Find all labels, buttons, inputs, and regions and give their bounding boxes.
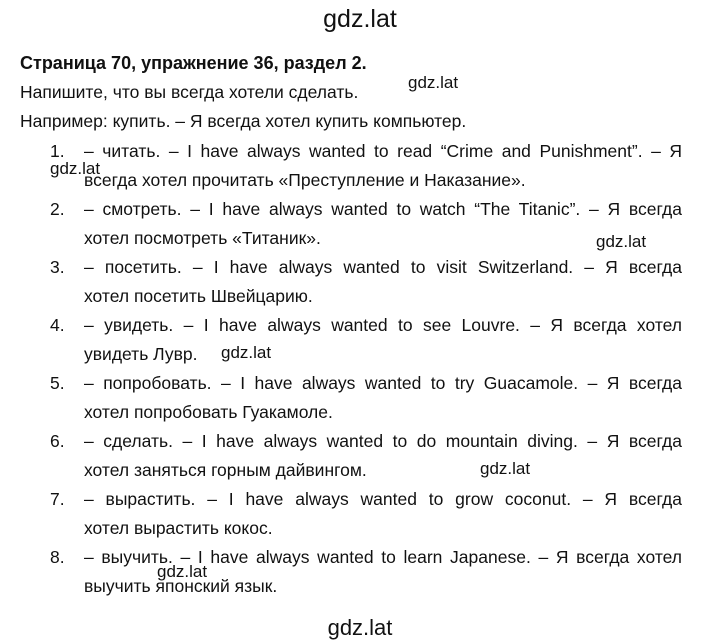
answer-item-4 bbox=[20, 311, 682, 369]
item-line-1: – сделать. – I have always wanted to do mountain diving. – Я всегда bbox=[84, 431, 682, 451]
instruction-text: Напишите, что вы всегда хотели сделать. bbox=[20, 82, 359, 102]
item-number: 2. bbox=[50, 199, 65, 219]
item-number: 7. bbox=[50, 489, 65, 509]
example-text: Например: купить. – Я всегда хотел купить компьютер. bbox=[20, 111, 467, 131]
item-line-1: – читать. – I have always wanted to read “Crime and Punishment”. – Я bbox=[84, 141, 682, 161]
watermark-label: gdz.lat bbox=[408, 73, 459, 92]
item-line-1: – попробовать. – I have always wanted to try Guacamole. – Я всегда bbox=[84, 373, 682, 393]
answer-item-1 bbox=[20, 137, 682, 195]
watermark-label: gdz.lat bbox=[596, 232, 647, 251]
exercise-heading: Страница 70, упражнение 36, раздел 2. bbox=[20, 53, 367, 73]
answer-item-7 bbox=[20, 485, 682, 543]
watermark-label: gdz.lat bbox=[50, 159, 101, 178]
answer-item-8 bbox=[20, 543, 682, 601]
item-line-1: – увидеть. – I have always wanted to see Louvre. – Я всегда хотел bbox=[84, 315, 682, 335]
item-line-1: – выучить. – I have always wanted to learn Japanese. – Я всегда хотел bbox=[84, 547, 682, 567]
watermark-label: gdz.lat bbox=[480, 459, 531, 478]
item-line-2: хотел посетить Швейцарию. bbox=[84, 286, 313, 306]
watermark-label: gdz.lat bbox=[221, 343, 272, 362]
item-number: 5. bbox=[50, 373, 65, 393]
item-line-1: – вырастить. – I have always wanted to grow coconut. – Я всегда bbox=[84, 489, 682, 509]
item-number: 6. bbox=[50, 431, 65, 451]
item-line-2: хотел попробовать Гуакамоле. bbox=[84, 402, 333, 422]
item-number: 1. bbox=[50, 141, 65, 161]
watermark-label: gdz.lat bbox=[157, 562, 208, 581]
item-line-2: хотел вырастить кокос. bbox=[84, 518, 273, 538]
site-watermark-top: gdz.lat bbox=[323, 5, 397, 33]
item-line-2: выучить японский язык. bbox=[84, 576, 278, 596]
site-watermark-bottom: gdz.lat bbox=[327, 615, 393, 640]
item-line-2: увидеть Лувр. bbox=[84, 344, 198, 364]
item-number: 3. bbox=[50, 257, 65, 277]
answer-item-3 bbox=[20, 253, 682, 311]
answer-item-6 bbox=[20, 427, 682, 485]
item-number: 4. bbox=[50, 315, 65, 335]
item-line-1: – посетить. – I have always wanted to visit Switzerland. – Я всегда bbox=[84, 257, 682, 277]
answer-item-5 bbox=[20, 369, 682, 427]
item-line-1: – смотреть. – I have always wanted to watch “The Titanic”. – Я всегда bbox=[84, 199, 682, 219]
item-number: 8. bbox=[50, 547, 65, 567]
answer-item-2 bbox=[20, 195, 682, 253]
answer-list bbox=[20, 137, 682, 601]
item-line-2: всегда хотел прочитать «Преступление и Наказание». bbox=[84, 170, 526, 190]
item-line-2: хотел заняться горным дайвингом. bbox=[84, 460, 367, 480]
item-line-2: хотел посмотреть «Титаник». bbox=[84, 228, 321, 248]
